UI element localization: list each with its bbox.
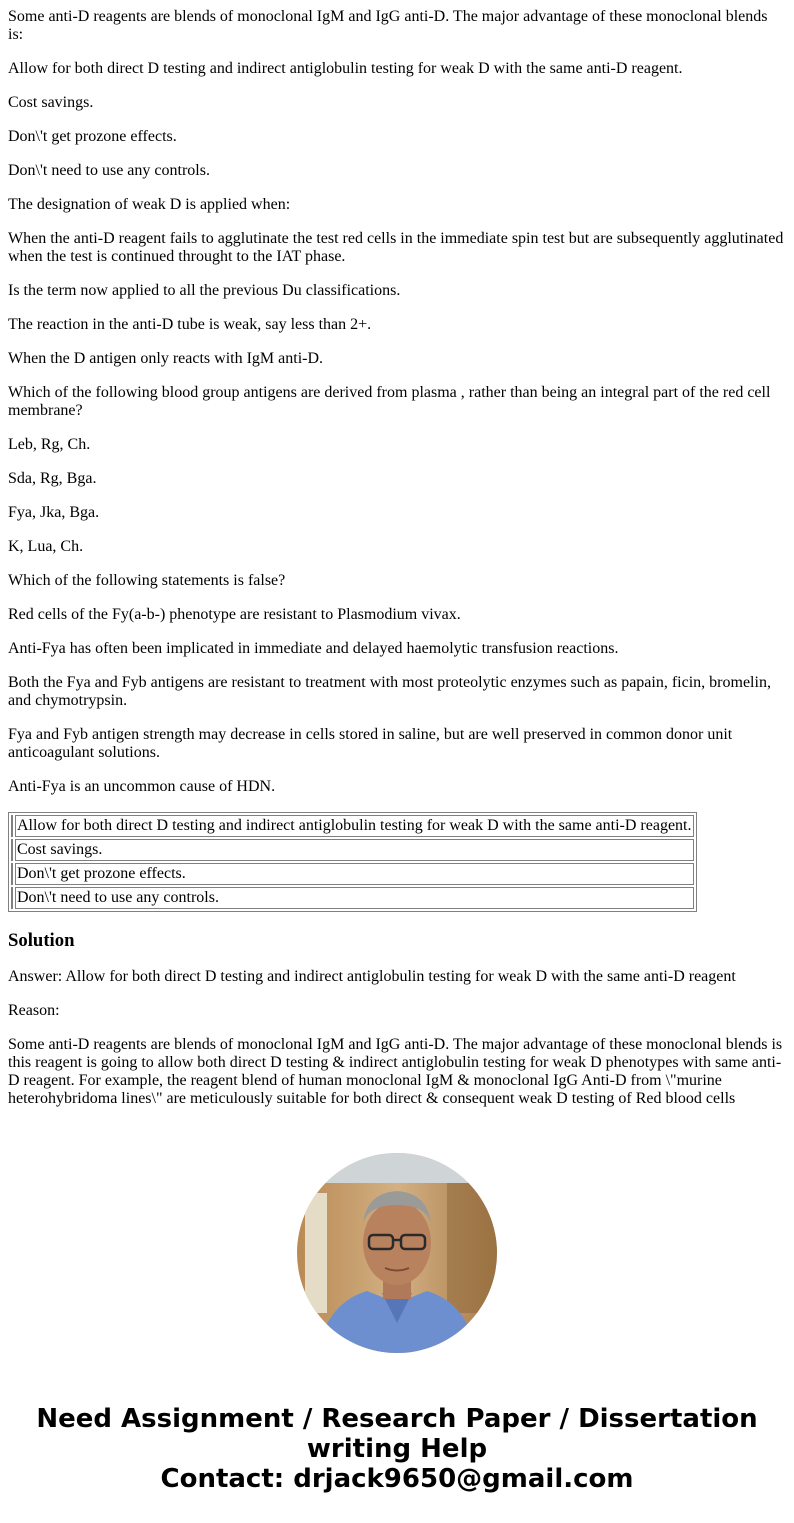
table-cell-empty <box>11 815 13 837</box>
author-portrait-image <box>297 1153 497 1353</box>
q3-option-d: K, Lua, Ch. <box>8 538 84 555</box>
promo-contact: Contact: drjack9650@gmail.com <box>160 1464 634 1494</box>
table-cell-empty <box>11 887 13 909</box>
q3-option-c: Fya, Jka, Bga. <box>8 504 100 521</box>
table-cell: Cost savings. <box>15 839 694 861</box>
options-table <box>8 812 697 912</box>
question-3: Which of the following blood group antigens are derived from plasma , rather than being an integral part of the red cell membrane? <box>8 384 771 419</box>
q4-option-e: Anti-Fya is an uncommon cause of HDN. <box>8 778 276 795</box>
q1-option-a: Allow for both direct D testing and indirect antiglobulin testing for weak D with the same anti-D reagent. <box>8 60 683 77</box>
solution-heading: Solution <box>8 930 75 951</box>
solution-answer: Answer: Allow for both direct D testing and indirect antiglobulin testing for weak D with the same anti-D reagent <box>8 968 736 985</box>
table-row <box>11 839 694 861</box>
q2-option-a: When the anti-D reagent fails to agglutinate the test red cells in the immediate spin test but are subsequently agglutinated when the test is continued throught to the IAT phase. <box>8 230 784 265</box>
solution-reason: Some anti-D reagents are blends of monoclonal IgM and IgG anti-D. The major advantage of these monoclonal blends is this reagent is going to allow both direct D testing & indirect antiglobulin testing for weak D phenotypes with same anti-D reagent. For example, the reagent blend of human monoclonal IgM & monoclonal IgG Anti-D from \"murine heterohybridoma lines\" are meticulously suitable for both direct & consequent weak D testing of Red blood cells <box>8 1036 783 1107</box>
author-avatar <box>297 1153 497 1353</box>
q1-option-c: Don\'t get prozone effects. <box>8 128 177 145</box>
solution-reason-label: Reason: <box>8 1002 60 1019</box>
q2-option-b: Is the term now applied to all the previous Du classifications. <box>8 282 401 299</box>
promo-line-1: Need Assignment / Research Paper / Dissertation <box>36 1404 758 1434</box>
q4-option-a: Red cells of the Fy(a-b-) phenotype are resistant to Plasmodium vivax. <box>8 606 461 623</box>
document-body <box>8 0 786 1108</box>
question-1: Some anti-D reagents are blends of monoclonal IgM and IgG anti-D. The major advantage of these monoclonal blends is: <box>8 8 768 43</box>
promo-banner <box>0 1404 794 1494</box>
table-row <box>11 863 694 885</box>
table-cell: Don\'t get prozone effects. <box>15 863 694 885</box>
table-cell: Allow for both direct D testing and indirect antiglobulin testing for weak D with the same anti-D reagent. <box>15 815 694 837</box>
question-4: Which of the following statements is false? <box>8 572 286 589</box>
question-2: The designation of weak D is applied when: <box>8 196 291 213</box>
q3-option-b: Sda, Rg, Bga. <box>8 470 97 487</box>
table-cell: Don\'t need to use any controls. <box>15 887 694 909</box>
q1-option-b: Cost savings. <box>8 94 94 111</box>
q4-option-c: Both the Fya and Fyb antigens are resistant to treatment with most proteolytic enzymes such as papain, ficin, bromelin, and chymotrypsin. <box>8 674 771 709</box>
table-cell-empty <box>11 863 13 885</box>
promo-line-2: writing Help <box>306 1434 488 1464</box>
q4-option-d: Fya and Fyb antigen strength may decrease in cells stored in saline, but are well preserved in common donor unit anticoagulant solutions. <box>8 726 733 761</box>
table-row <box>11 887 694 909</box>
q2-option-c: The reaction in the anti-D tube is weak, say less than 2+. <box>8 316 372 333</box>
table-cell-empty <box>11 839 13 861</box>
q3-option-a: Leb, Rg, Ch. <box>8 436 91 453</box>
q1-option-d: Don\'t need to use any controls. <box>8 162 210 179</box>
q2-option-d: When the D antigen only reacts with IgM anti-D. <box>8 350 324 367</box>
table-row <box>11 815 694 837</box>
q4-option-b: Anti-Fya has often been implicated in immediate and delayed haemolytic transfusion reactions. <box>8 640 619 657</box>
